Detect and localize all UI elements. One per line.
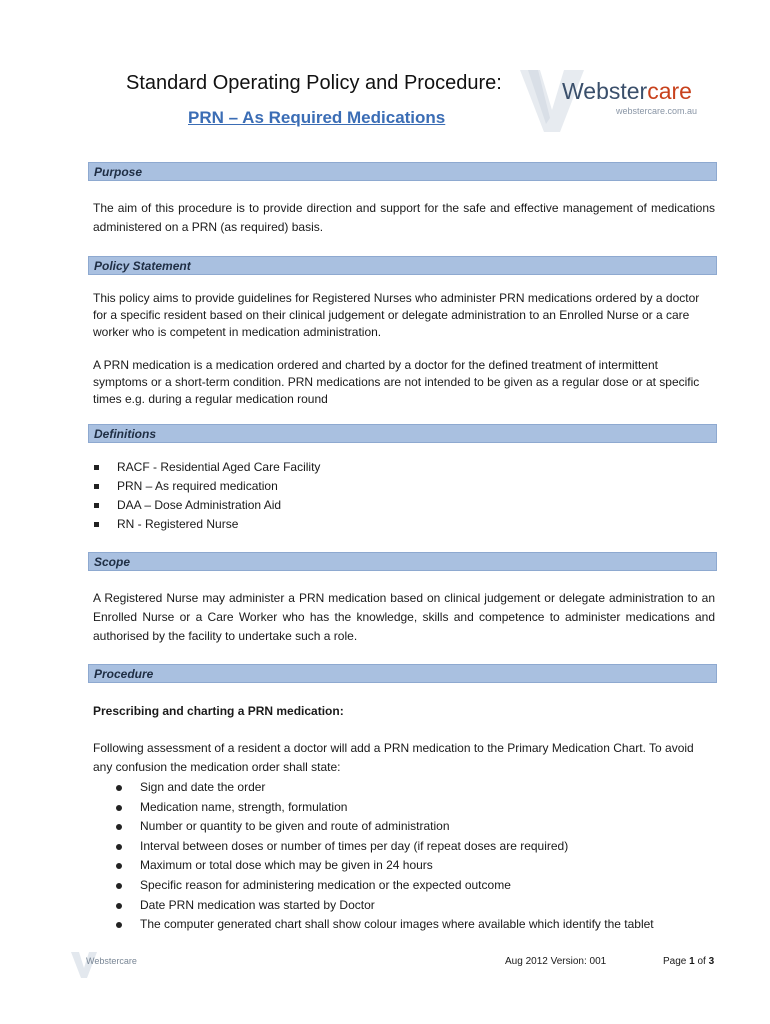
round-bullet-icon [116,785,122,791]
list-item: PRN – As required medication [93,477,320,496]
procedure-order-list [116,778,716,935]
page-indicator: Page 1 of 3 [663,956,715,967]
list-item: Specific reason for administering medication or the expected outcome [116,876,716,896]
list-item: Number or quantity to be given and route of administration [116,817,716,837]
section-heading-policy: Policy Statement [88,256,717,275]
round-bullet-icon [116,805,122,811]
square-bullet-icon [94,522,99,527]
section-heading-procedure: Procedure [88,664,717,683]
logo-wordmark: Webstercare [562,78,692,104]
list-item: RACF - Residential Aged Care Facility [93,458,320,477]
square-bullet-icon [94,503,99,508]
round-bullet-icon [116,903,122,909]
footer-logo-wordmark: Webstercare [86,956,137,966]
definitions-list [93,458,320,534]
section-heading-purpose: Purpose [88,162,717,181]
webstercare-logo [518,66,718,136]
procedure-intro: Following assessment of a resident a doctor will add a PRN medication to the Primary Medication Chart. To avoid any confusion the medication order shall state: [93,741,694,774]
policy-paragraph-2: A PRN medication is a medication ordered and charted by a doctor for the defined treatment of intermittent symptoms or a short-term condition. PRN medications are not intended to be given as a regular dose or at specific times e.g. during a regular medication round [93,358,700,406]
list-item: Medication name, strength, formulation [116,798,716,818]
round-bullet-icon [116,863,122,869]
list-item: RN - Registered Nurse [93,515,320,534]
procedure-subheading: Prescribing and charting a PRN medication: [93,704,344,718]
square-bullet-icon [94,484,99,489]
round-bullet-icon [116,824,122,830]
footer-version: Aug 2012 Version: 001 [505,956,607,967]
round-bullet-icon [116,844,122,850]
list-item: The computer generated chart shall show colour images where available which identify the tablet [116,915,716,935]
footer-logo [70,950,150,980]
logo-url: webstercare.com.au [616,106,698,116]
round-bullet-icon [116,922,122,928]
purpose-text: The aim of this procedure is to provide direction and support for the safe and effective management of medications administered on a PRN (as required) basis. [93,201,715,234]
list-item: Interval between doses or number of times per day (if repeat doses are required) [116,837,716,857]
list-item: Date PRN medication was started by Doctor [116,896,716,916]
list-item: Maximum or total dose which may be given in 24 hours [116,856,716,876]
policy-paragraph-1: This policy aims to provide guidelines for Registered Nurses who administer PRN medications ordered by a doctor for a specific resident based on their clinical judgement or delegate administration to an Enrolled Nurse or a care worker who is competent in medication administration. [93,291,700,339]
document-subtitle: PRN – As Required Medications [188,108,446,127]
section-heading-scope: Scope [88,552,717,571]
square-bullet-icon [94,465,99,470]
scope-text: A Registered Nurse may administer a PRN medication based on clinical judgement or delegate administration to an Enrolled Nurse or a Care Worker who has the knowledge, skills and competence to administer medications and authorised by the facility to undertake such a role. [93,591,715,643]
round-bullet-icon [116,883,122,889]
document-title: Standard Operating Policy and Procedure: [126,72,502,94]
list-item: Sign and date the order [116,778,716,798]
list-item: DAA – Dose Administration Aid [93,496,320,515]
section-heading-definitions: Definitions [88,424,717,443]
